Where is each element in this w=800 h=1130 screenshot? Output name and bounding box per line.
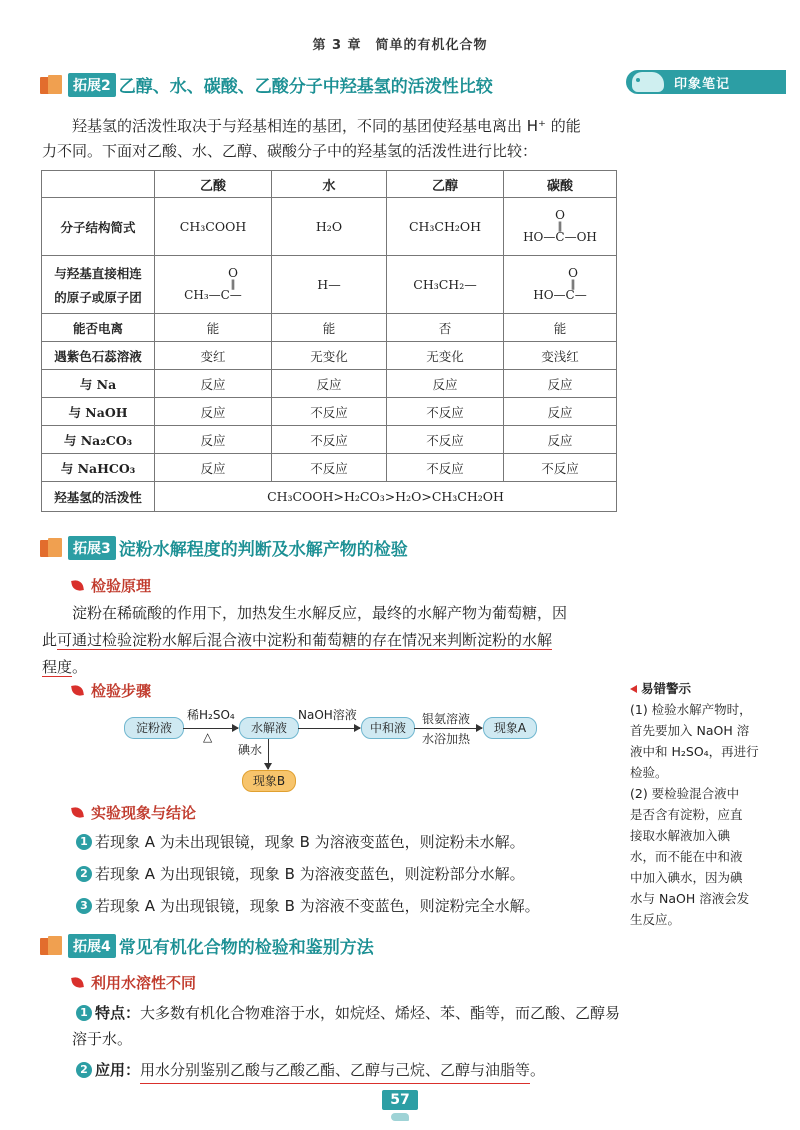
section4-heading: 常见有机化合物的检验和鉴别方法 <box>118 938 374 958</box>
solubility-heading <box>72 972 196 993</box>
result-item <box>76 893 636 919</box>
notes-banner <box>626 70 786 94</box>
table-cell: 能 <box>272 314 387 342</box>
table-row <box>42 482 617 512</box>
note-line: 液中和 H₂SO₄，再进行 <box>630 744 759 759</box>
structure-double-bond: ‖ <box>570 278 576 290</box>
table-cell: 无变化 <box>272 342 387 370</box>
table-cell: 不反应 <box>504 454 617 482</box>
activity-order: CH₃COOH>H₂CO₃>H₂O>CH₃CH₂OH <box>155 482 617 512</box>
flow-node-phenomenon-b: 现象B <box>242 770 296 792</box>
flow-arrow <box>414 728 482 729</box>
table-row <box>42 342 617 370</box>
leaf-icon <box>71 806 84 819</box>
error-warning-note <box>630 678 790 930</box>
flow-reagent-label: NaOH溶液 <box>298 708 357 722</box>
structure-oxygen: O <box>555 207 565 222</box>
table-row <box>42 256 617 314</box>
table-cell: 否 <box>387 314 504 342</box>
table-row <box>42 426 617 454</box>
principle-line-3 <box>42 654 632 681</box>
row-label: 与 NaHCO₃ <box>42 454 155 482</box>
row-label-line: 与羟基直接相连 <box>54 265 142 281</box>
number-badge: 1 <box>76 1005 92 1021</box>
flow-node-hydrolysate: 水解液 <box>239 717 299 739</box>
application-label: 应用： <box>95 1061 141 1079</box>
row-label: 与 Na <box>42 370 155 398</box>
principle-text-highlight: 可通过检验淀粉水解后混合液中淀粉和葡萄糖的存在情况来判断淀粉的水解 <box>57 631 553 649</box>
application-text: 用水分别鉴别乙酸与乙酸乙酯、乙醇与己烷、乙醇与油脂等 <box>140 1057 530 1084</box>
table-row <box>42 370 617 398</box>
table-cell: 反应 <box>272 370 387 398</box>
result-text: 若现象 A 为出现银镜，现象 B 为溶液不变蓝色，则淀粉完全水解。 <box>95 897 540 915</box>
carboxyl-group-structure <box>533 265 587 302</box>
flow-node-neutral: 中和液 <box>361 717 415 739</box>
flow-arrow <box>298 728 360 729</box>
table-cell: 不反应 <box>387 398 504 426</box>
table-cell: 无变化 <box>387 342 504 370</box>
table-cell: H— <box>272 256 387 314</box>
flow-arrow <box>183 728 238 729</box>
principle-heading-text: 检验原理 <box>91 577 152 595</box>
number-badge: 2 <box>76 866 92 882</box>
table-header-cell: 碳酸 <box>504 171 617 198</box>
table-header-row <box>42 171 617 198</box>
note-line: (2) 要检验混合液中 <box>630 786 740 801</box>
table-cell: CH₃CH₂OH <box>387 198 504 256</box>
table-cell: 反应 <box>504 370 617 398</box>
table-cell <box>504 198 617 256</box>
note-line: 检验。 <box>630 765 668 780</box>
section4-badge: 拓展4 <box>68 934 116 958</box>
page-number: 57 <box>382 1090 418 1110</box>
table-header-cell: 水 <box>272 171 387 198</box>
flow-node-starch: 淀粉液 <box>124 717 184 739</box>
feature-label: 特点： <box>95 1004 141 1022</box>
table-cell: 不反应 <box>387 454 504 482</box>
section2-badge: 拓展2 <box>68 73 116 97</box>
carbonic-acid-structure <box>523 207 597 244</box>
note-line: 水与 NaOH 溶液会发 <box>630 891 750 906</box>
acetyl-group-structure <box>184 265 242 302</box>
table-cell: 变浅红 <box>504 342 617 370</box>
chapter-header: 第 3 章 简单的有机化合物 <box>312 38 488 53</box>
table-cell: 不反应 <box>272 398 387 426</box>
book-icon <box>40 538 64 558</box>
section3-title <box>40 535 408 560</box>
intro-line-2: 力不同。下面对乙酸、水、乙醇、碳酸分子中的羟基氢的活泼性进行比较： <box>42 142 538 160</box>
table-header-cell <box>42 171 155 198</box>
table-cell <box>155 256 272 314</box>
table-cell: 反应 <box>155 454 272 482</box>
principle-text-plain: 此 <box>42 631 58 649</box>
flow-reagent-label: 银氨溶液 <box>422 712 471 726</box>
structure-main: HO—C—OH <box>523 229 597 244</box>
flow-reagent-label: 碘水 <box>238 743 263 757</box>
row-label: 能否电离 <box>42 314 155 342</box>
table-cell: 反应 <box>504 398 617 426</box>
warning-heading-text: 易错警示 <box>641 681 692 696</box>
section2-title <box>40 72 493 97</box>
feature-text: 大多数有机化合物难溶于水，如烷烃、烯烃、苯、酯等，而乙酸、乙醇易 <box>140 1004 621 1022</box>
table-cell: H₂O <box>272 198 387 256</box>
table-cell: 反应 <box>387 370 504 398</box>
note-line: 生反应。 <box>630 912 681 927</box>
table-cell: CH₃CH₂— <box>387 256 504 314</box>
warning-heading <box>630 678 790 699</box>
solubility-heading-text: 利用水溶性不同 <box>91 974 197 992</box>
notes-banner-label: 印象笔记 <box>674 76 731 92</box>
result-text: 若现象 A 为出现银镜，现象 B 为溶液变蓝色，则淀粉部分水解。 <box>95 865 525 883</box>
principle-line-1: 淀粉在稀硫酸的作用下，加热发生水解反应，最终的水解产物为葡萄糖，因 <box>72 604 568 622</box>
flow-reagent-label: 稀H₂SO₄ <box>187 708 235 722</box>
results-heading <box>72 802 196 823</box>
note-line: 水，而不能在中和液 <box>630 849 743 864</box>
result-item <box>76 829 636 855</box>
structure-double-bond: ‖ <box>557 220 563 232</box>
note-line: (1) 检验水解产物时， <box>630 702 752 717</box>
feature-item <box>72 1000 621 1052</box>
structure-double-bond: ‖ <box>230 278 236 290</box>
section3-heading: 淀粉水解程度的判断及水解产物的检验 <box>118 540 408 560</box>
structure-main: HO—C— <box>533 287 587 302</box>
steps-heading-text: 检验步骤 <box>91 682 152 700</box>
flow-arrow-down <box>268 739 269 769</box>
table-row <box>42 398 617 426</box>
number-badge: 1 <box>76 834 92 850</box>
table-row <box>42 314 617 342</box>
leaf-icon <box>71 684 84 697</box>
application-text-end: 。 <box>530 1061 546 1079</box>
note-line: 首先要加入 NaOH 溶 <box>630 723 750 738</box>
principle-text <box>42 600 632 681</box>
structure-main: CH₃—C— <box>184 287 242 302</box>
leaf-icon <box>71 976 84 989</box>
principle-heading <box>72 575 151 596</box>
principle-line-2 <box>42 627 632 654</box>
row-label: 羟基氢的活泼性 <box>42 482 155 512</box>
book-icon <box>40 75 64 95</box>
principle-text-highlight: 程度 <box>42 658 73 676</box>
feature-text-line-2: 溶于水。 <box>72 1030 133 1048</box>
flow-condition-label: 水浴加热 <box>422 732 471 746</box>
leaf-icon <box>71 579 84 592</box>
page-decoration-icon <box>391 1113 409 1121</box>
row-label: 与 Na₂CO₃ <box>42 426 155 454</box>
note-line: 是否含有淀粉，应直 <box>630 807 743 822</box>
table-cell: 变红 <box>155 342 272 370</box>
row-label: 分子结构简式 <box>42 198 155 256</box>
elephant-icon <box>632 72 664 92</box>
number-badge: 3 <box>76 898 92 914</box>
result-item <box>76 861 636 887</box>
section4-title <box>40 933 374 958</box>
flow-node-phenomenon-a: 现象A <box>483 717 537 739</box>
row-label <box>42 256 155 314</box>
intro-line-1: 羟基氢的活泼性取决于与羟基相连的基团，不同的基团使羟基电离出 H⁺ 的能 <box>72 117 581 135</box>
table-cell: 能 <box>155 314 272 342</box>
row-label: 与 NaOH <box>42 398 155 426</box>
comparison-table <box>41 170 617 512</box>
warning-arrow-icon <box>630 685 637 693</box>
table-header-cell: 乙酸 <box>155 171 272 198</box>
application-item <box>76 1057 636 1084</box>
table-cell: 反应 <box>504 426 617 454</box>
row-label: 遇紫色石蕊溶液 <box>42 342 155 370</box>
table-cell: 反应 <box>155 398 272 426</box>
structure-oxygen: O <box>568 265 578 280</box>
section2-intro <box>42 114 632 164</box>
table-cell: 不反应 <box>387 426 504 454</box>
note-line: 接取水解液加入碘 <box>630 828 731 843</box>
table-cell: 反应 <box>155 426 272 454</box>
table-cell: 不反应 <box>272 454 387 482</box>
section3-badge: 拓展3 <box>68 536 116 560</box>
section2-heading: 乙醇、水、碳酸、乙酸分子中羟基氢的活泼性比较 <box>118 77 493 97</box>
table-cell: 不反应 <box>272 426 387 454</box>
table-cell: 反应 <box>155 370 272 398</box>
result-text: 若现象 A 为未出现银镜，现象 B 为溶液变蓝色，则淀粉未水解。 <box>95 833 525 851</box>
results-heading-text: 实验现象与结论 <box>91 804 197 822</box>
note-line: 中加入碘水，因为碘 <box>630 870 743 885</box>
row-label-line: 的原子或原子团 <box>54 289 142 305</box>
table-cell: CH₃COOH <box>155 198 272 256</box>
table-row <box>42 198 617 256</box>
table-row <box>42 454 617 482</box>
number-badge: 2 <box>76 1062 92 1078</box>
steps-heading <box>72 680 151 701</box>
structure-oxygen: O <box>228 265 238 280</box>
principle-text-plain: 。 <box>72 658 88 676</box>
table-cell <box>504 256 617 314</box>
book-icon <box>40 936 64 956</box>
table-header-cell: 乙醇 <box>387 171 504 198</box>
flow-heat-label: △ <box>203 730 213 744</box>
table-cell: 能 <box>504 314 617 342</box>
